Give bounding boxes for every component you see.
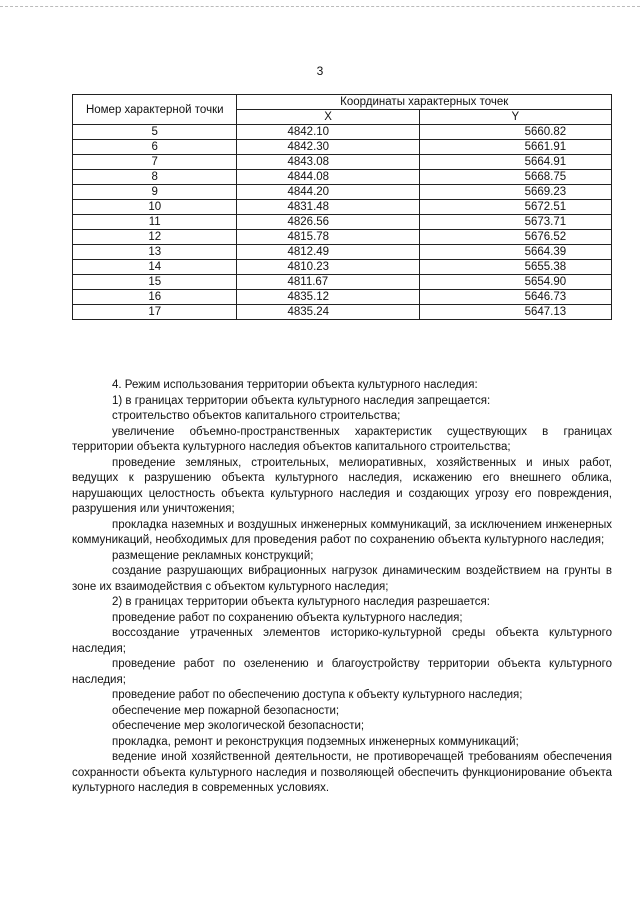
paragraph: прокладка наземных и воздушных инженерных коммуникаций, за исключением инженерных коммуникаций, необходимых для проведения работ по сохранению объекта культурного наследия; <box>72 518 612 546</box>
paragraph: обеспечение мер экологической безопасности; <box>112 720 365 732</box>
y-cell: 5669.23 <box>419 185 611 200</box>
coordinates-header: Координаты характерных точек <box>237 95 612 110</box>
paragraph: размещение рекламных конструкций; <box>112 549 314 562</box>
page-number: 3 <box>316 64 324 78</box>
x-cell: 4815.78 <box>237 230 419 245</box>
y-cell: 5655.38 <box>419 260 611 275</box>
y-cell: 5664.39 <box>419 245 611 260</box>
point-cell: 14 <box>73 260 237 275</box>
point-cell: 13 <box>73 245 237 260</box>
scan-edge-marks <box>0 6 640 9</box>
paragraph: проведение земляных, строительных, мелиоративных, хозяйственных и иных работ, ведущих к разрушению объекта культурного наследия, искажению его внешнего облика, нарушающих целостность объекта культурного наследия и создающих угрозу его повреждения, разрушения или уничтожения; <box>72 456 612 515</box>
table-row <box>73 230 612 245</box>
y-header: Y <box>419 110 611 125</box>
paragraph: прокладка, ремонт и реконструкция подземных инженерных коммуникаций; <box>112 735 519 748</box>
point-cell: 6 <box>73 140 237 155</box>
table-row <box>73 200 612 215</box>
table-row <box>73 215 612 230</box>
paragraph: проведение работ по обеспечению доступа к объекту культурного наследия; <box>112 689 523 701</box>
x-cell: 4842.30 <box>237 140 419 155</box>
paragraph: 4. Режим использования территории объекта культурного наследия: <box>112 379 478 391</box>
point-cell: 8 <box>73 170 237 185</box>
x-cell: 4831.48 <box>237 200 419 215</box>
table-row <box>73 185 612 200</box>
paragraph: ведение иной хозяйственной деятельности, не противоречащей требованиям обеспечения сохранности объекта культурного наследия и позволяющей обеспечить функционирование объекта культурного наследия в современных условиях. <box>72 751 612 794</box>
y-cell: 5647.13 <box>419 305 611 320</box>
point-cell: 16 <box>73 290 237 305</box>
y-cell: 5673.71 <box>419 215 611 230</box>
x-cell: 4835.24 <box>237 305 419 320</box>
point-number-header: Номер характерной точки <box>73 95 237 125</box>
table-row <box>73 290 612 305</box>
x-cell: 4835.12 <box>237 290 419 305</box>
x-cell: 4826.56 <box>237 215 419 230</box>
table-header-row <box>73 95 612 110</box>
table-row <box>73 170 612 185</box>
point-cell: 12 <box>73 230 237 245</box>
y-cell: 5664.91 <box>419 155 611 170</box>
table-row <box>73 260 612 275</box>
point-cell: 17 <box>73 305 237 320</box>
y-cell: 5646.73 <box>419 290 611 305</box>
y-cell: 5668.75 <box>419 170 611 185</box>
table-row <box>73 305 612 320</box>
table-row <box>73 275 612 290</box>
coordinates-table <box>72 94 612 320</box>
paragraph: воссоздание утраченных элементов историко-культурной среды объекта культурного наследия; <box>72 627 612 655</box>
y-cell: 5660.82 <box>419 125 611 140</box>
point-cell: 5 <box>73 125 237 140</box>
point-cell: 7 <box>73 155 237 170</box>
y-cell: 5676.52 <box>419 230 611 245</box>
table-row <box>73 125 612 140</box>
paragraph: проведение работ по озеленению и благоустройству территории объекта культурного наследия; <box>72 658 612 686</box>
x-cell: 4844.20 <box>237 185 419 200</box>
x-cell: 4810.23 <box>237 260 419 275</box>
paragraph: создание разрушающих вибрационных нагрузок динамическим воздействием на грунты в зоне их взаимодействия с объектом культурного наследия; <box>72 565 612 593</box>
point-cell: 15 <box>73 275 237 290</box>
paragraph: строительство объектов капитального строительства; <box>112 410 401 422</box>
x-header: X <box>237 110 419 125</box>
table-row <box>73 140 612 155</box>
point-cell: 11 <box>73 215 237 230</box>
point-cell: 10 <box>73 200 237 215</box>
paragraph: 2) в границах территории объекта культурного наследия разрешается: <box>112 596 490 608</box>
x-cell: 4844.08 <box>237 170 419 185</box>
paragraph: обеспечение мер пожарной безопасности; <box>112 704 340 717</box>
table-body <box>73 125 612 320</box>
x-cell: 4842.10 <box>237 125 419 140</box>
table-row <box>73 245 612 260</box>
paragraph: проведение работ по сохранению объекта культурного наследия; <box>112 611 463 624</box>
y-cell: 5672.51 <box>419 200 611 215</box>
paragraph: 1) в границах территории объекта культурного наследия запрещается: <box>112 394 491 407</box>
table-row <box>73 155 612 170</box>
x-cell: 4812.49 <box>237 245 419 260</box>
y-cell: 5654.90 <box>419 275 611 290</box>
x-cell: 4811.67 <box>237 275 419 290</box>
regime-text <box>72 378 612 797</box>
y-cell: 5661.91 <box>419 140 611 155</box>
x-cell: 4843.08 <box>237 155 419 170</box>
point-cell: 9 <box>73 185 237 200</box>
paragraph: увеличение объемно-пространственных характеристик существующих в границах территории объекта культурного наследия объектов капитального строительства; <box>72 425 612 453</box>
